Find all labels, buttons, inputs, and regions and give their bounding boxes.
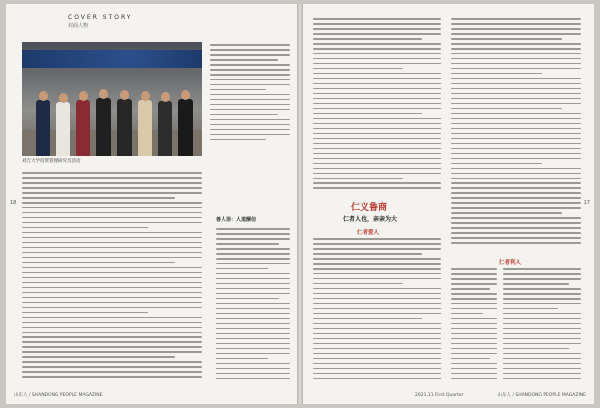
text-column [216, 228, 290, 384]
photo-person [178, 99, 193, 156]
issue-label: 2021.11 First Quarter [415, 393, 464, 398]
folio-left: 山东人 / SHANDONG PEOPLE MAGAZINE [14, 393, 103, 398]
text-column [22, 172, 202, 384]
group-photo [22, 42, 202, 156]
text-column [451, 18, 581, 254]
photo-caption: 刘吉大学投资管理研究员活动 [22, 159, 81, 164]
text-column [503, 268, 581, 386]
left-page [6, 4, 297, 404]
sub-heading-2: 仁者利人 [499, 260, 522, 266]
page-number-left: 18 [10, 200, 17, 206]
photo-person [56, 102, 70, 156]
photo-person [158, 101, 172, 156]
text-column [313, 238, 441, 384]
photo-banner [22, 50, 202, 68]
text-column [451, 268, 497, 386]
cover-story-kicker: COVER STORY [68, 14, 133, 21]
right-page [303, 4, 594, 404]
page-number-right: 17 [583, 200, 590, 206]
section-title: 仁义鲁商 [351, 203, 388, 213]
photo-person [96, 98, 111, 156]
cover-story-subtitle: 封面人物 [68, 23, 89, 29]
photo-person [36, 100, 50, 156]
text-column [210, 44, 290, 204]
sub-heading-1: 仁者爱人 [357, 230, 380, 236]
photo-person [117, 99, 132, 156]
section-label: 善人语：人道酬信 [216, 217, 257, 223]
photo-person [76, 100, 90, 156]
text-column [313, 18, 441, 196]
folio-right: 山东人 / SHANDONG PEOPLE MAGAZINE [497, 393, 586, 398]
section-subtitle: 仁者人也，亲亲为大 [343, 216, 398, 223]
photo-person [138, 100, 152, 156]
